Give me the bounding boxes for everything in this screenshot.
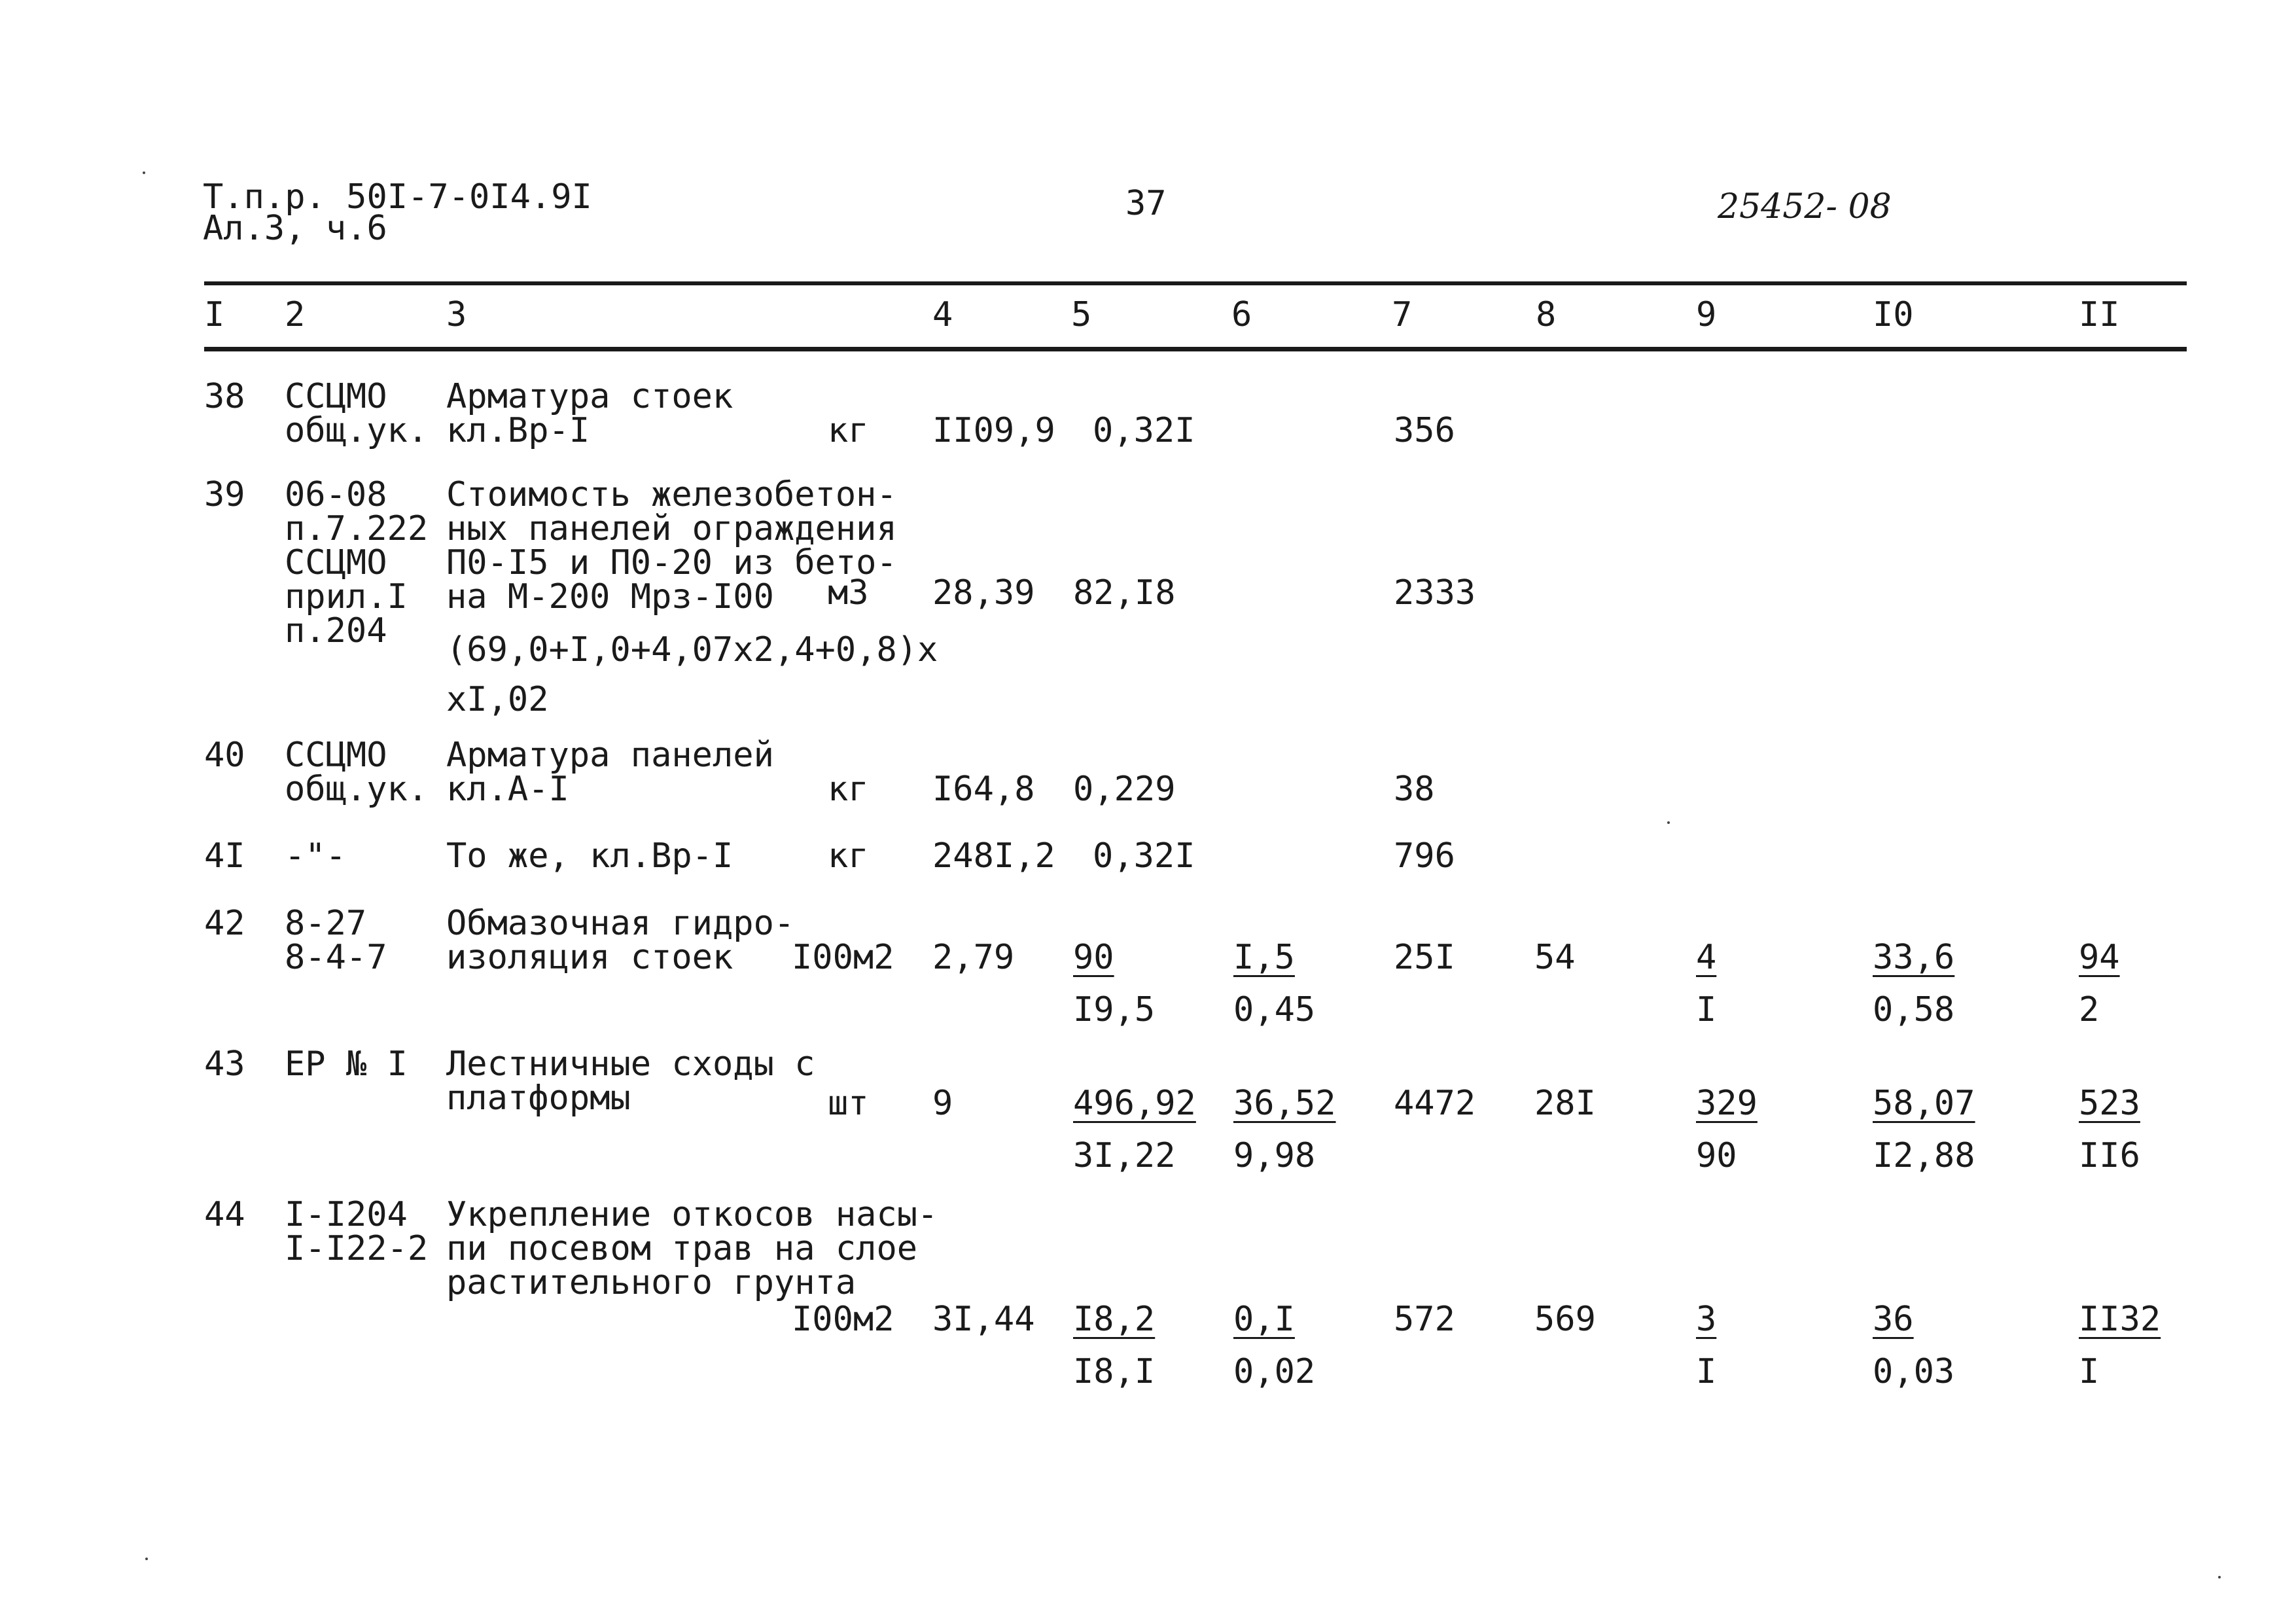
column-header: 6	[1231, 295, 1252, 334]
column-header: I	[204, 295, 225, 334]
row-number: 38	[204, 377, 245, 416]
row-code: -"-	[285, 836, 346, 876]
document-reference	[203, 177, 592, 248]
row-unit: кг	[828, 770, 869, 809]
table-header-rule	[204, 347, 2187, 351]
row-quantity: 28,39	[932, 573, 1035, 613]
column-header: 5	[1071, 295, 1092, 334]
column-header: 9	[1696, 295, 1717, 334]
row-quantity: 248I,2	[932, 836, 1055, 876]
row-description: То же, кл.Вр-I	[446, 836, 733, 876]
row-code: ЕР № I	[285, 1044, 408, 1084]
row-unit: кг	[828, 411, 869, 450]
row-unit-price: 0,229	[1073, 770, 1176, 809]
row-total: 572	[1394, 1300, 1455, 1339]
row-code: 8-27 8-4-7	[285, 904, 387, 977]
row-col6-fraction: $\frac{0,I}{0,02}$	[1233, 1300, 1316, 1391]
row-total: 38	[1394, 770, 1435, 809]
row-unit-price: 82,I8	[1073, 573, 1176, 613]
row-col5-fraction: $\frac{I8,2}{I8,I}$	[1073, 1300, 1156, 1391]
row-col5-fraction: $\frac{90}{I9,5}$	[1073, 938, 1156, 1029]
row-col8: 569	[1534, 1300, 1596, 1339]
row-col10-fraction: $\frac{58,07}{I2,88}$	[1873, 1084, 1975, 1175]
scan-speck	[1667, 821, 1670, 824]
row-number: 40	[204, 736, 245, 775]
row-formula: (69,0+I,0+4,07х2,4+0,8)х хI,02	[446, 630, 938, 719]
row-col6-fraction: $\frac{36,52}{9,98}$	[1233, 1084, 1336, 1175]
row-description: Лестничные сходы с платформы	[446, 1044, 815, 1118]
column-header: 7	[1392, 295, 1413, 334]
row-unit: I00м2	[792, 1300, 894, 1339]
row-col10-fraction: $\frac{36}{0,03}$	[1873, 1300, 1955, 1391]
row-description: Арматура панелей кл.А-I	[446, 736, 774, 809]
column-header: I0	[1873, 295, 1914, 334]
scan-speck	[2218, 1576, 2221, 1578]
row-col9-fraction: $\frac{329}{90}$	[1696, 1084, 1757, 1175]
doc-ref-line2: Ал.3, ч.6	[203, 209, 387, 248]
doc-ref-line1: Т.п.р. 50I-7-0I4.9I	[203, 177, 592, 217]
column-header: 2	[285, 295, 306, 334]
row-number: 43	[204, 1044, 245, 1084]
row-number: 44	[204, 1195, 245, 1234]
row-total: 356	[1394, 411, 1455, 450]
row-col5-fraction: $\frac{496,92}{3I,22}$	[1073, 1084, 1196, 1175]
row-code: 06-08 п.7.222 ССЦМО прил.I п.204	[285, 475, 429, 651]
row-col8: 54	[1534, 938, 1576, 977]
row-total: 25I	[1394, 938, 1455, 977]
row-description: Арматура стоек кл.Вр-I	[446, 377, 733, 450]
table-top-rule	[204, 281, 2187, 285]
row-quantity: II09,9	[932, 411, 1055, 450]
column-header: II	[2079, 295, 2120, 334]
row-quantity: I64,8	[932, 770, 1035, 809]
row-code: ССЦМО общ.ук.	[285, 736, 429, 809]
row-total: 796	[1394, 836, 1455, 876]
row-unit: I00м2	[792, 938, 894, 977]
column-header: 8	[1536, 295, 1557, 334]
row-unit-price: 0,32I	[1093, 411, 1195, 450]
row-quantity: 9	[932, 1084, 953, 1123]
page-number: 37	[1125, 184, 1167, 223]
row-total: 2333	[1394, 573, 1476, 613]
row-unit: м3	[828, 573, 869, 613]
row-code: ССЦМО общ.ук.	[285, 377, 429, 450]
row-col11-fraction: $\frac{523}{II6}$	[2079, 1084, 2140, 1175]
row-col10-fraction: $\frac{33,6}{0,58}$	[1873, 938, 1955, 1029]
row-col6-fraction: $\frac{I,5}{0,45}$	[1233, 938, 1316, 1029]
row-quantity: 3I,44	[932, 1300, 1035, 1339]
scan-speck	[145, 1558, 148, 1560]
row-description: Стоимость железобетон- ных панелей ограждения П0-I5 и П0-20 из бето- на М-200 Мрз-I00	[446, 475, 897, 616]
row-number: 39	[204, 475, 245, 514]
row-unit: шт	[828, 1084, 869, 1123]
row-quantity: 2,79	[932, 938, 1015, 977]
column-header: 3	[446, 295, 467, 334]
row-total: 4472	[1394, 1084, 1476, 1123]
row-description: Обмазочная гидро- изоляция стоек	[446, 904, 795, 977]
handwritten-code: 25452- 08	[1718, 187, 1892, 226]
row-col11-fraction: $\frac{94}{2}$	[2079, 938, 2120, 1029]
row-code: I-I204 I-I22-2	[285, 1195, 429, 1268]
row-number: 4I	[204, 836, 245, 876]
column-header: 4	[932, 295, 953, 334]
row-unit: кг	[828, 836, 869, 876]
row-col9-fraction: $\frac{4}{I}$	[1696, 938, 1717, 1029]
row-col8: 28I	[1534, 1084, 1596, 1123]
row-number: 42	[204, 904, 245, 943]
row-col9-fraction: $\frac{3}{I}$	[1696, 1300, 1717, 1391]
row-description: Укрепление откосов насы- пи посевом трав на слое растительного грунта	[446, 1195, 938, 1302]
row-unit-price: 0,32I	[1093, 836, 1195, 876]
row-col11-fraction: $\frac{II32}{I}$	[2079, 1300, 2161, 1391]
scan-speck	[143, 171, 145, 174]
